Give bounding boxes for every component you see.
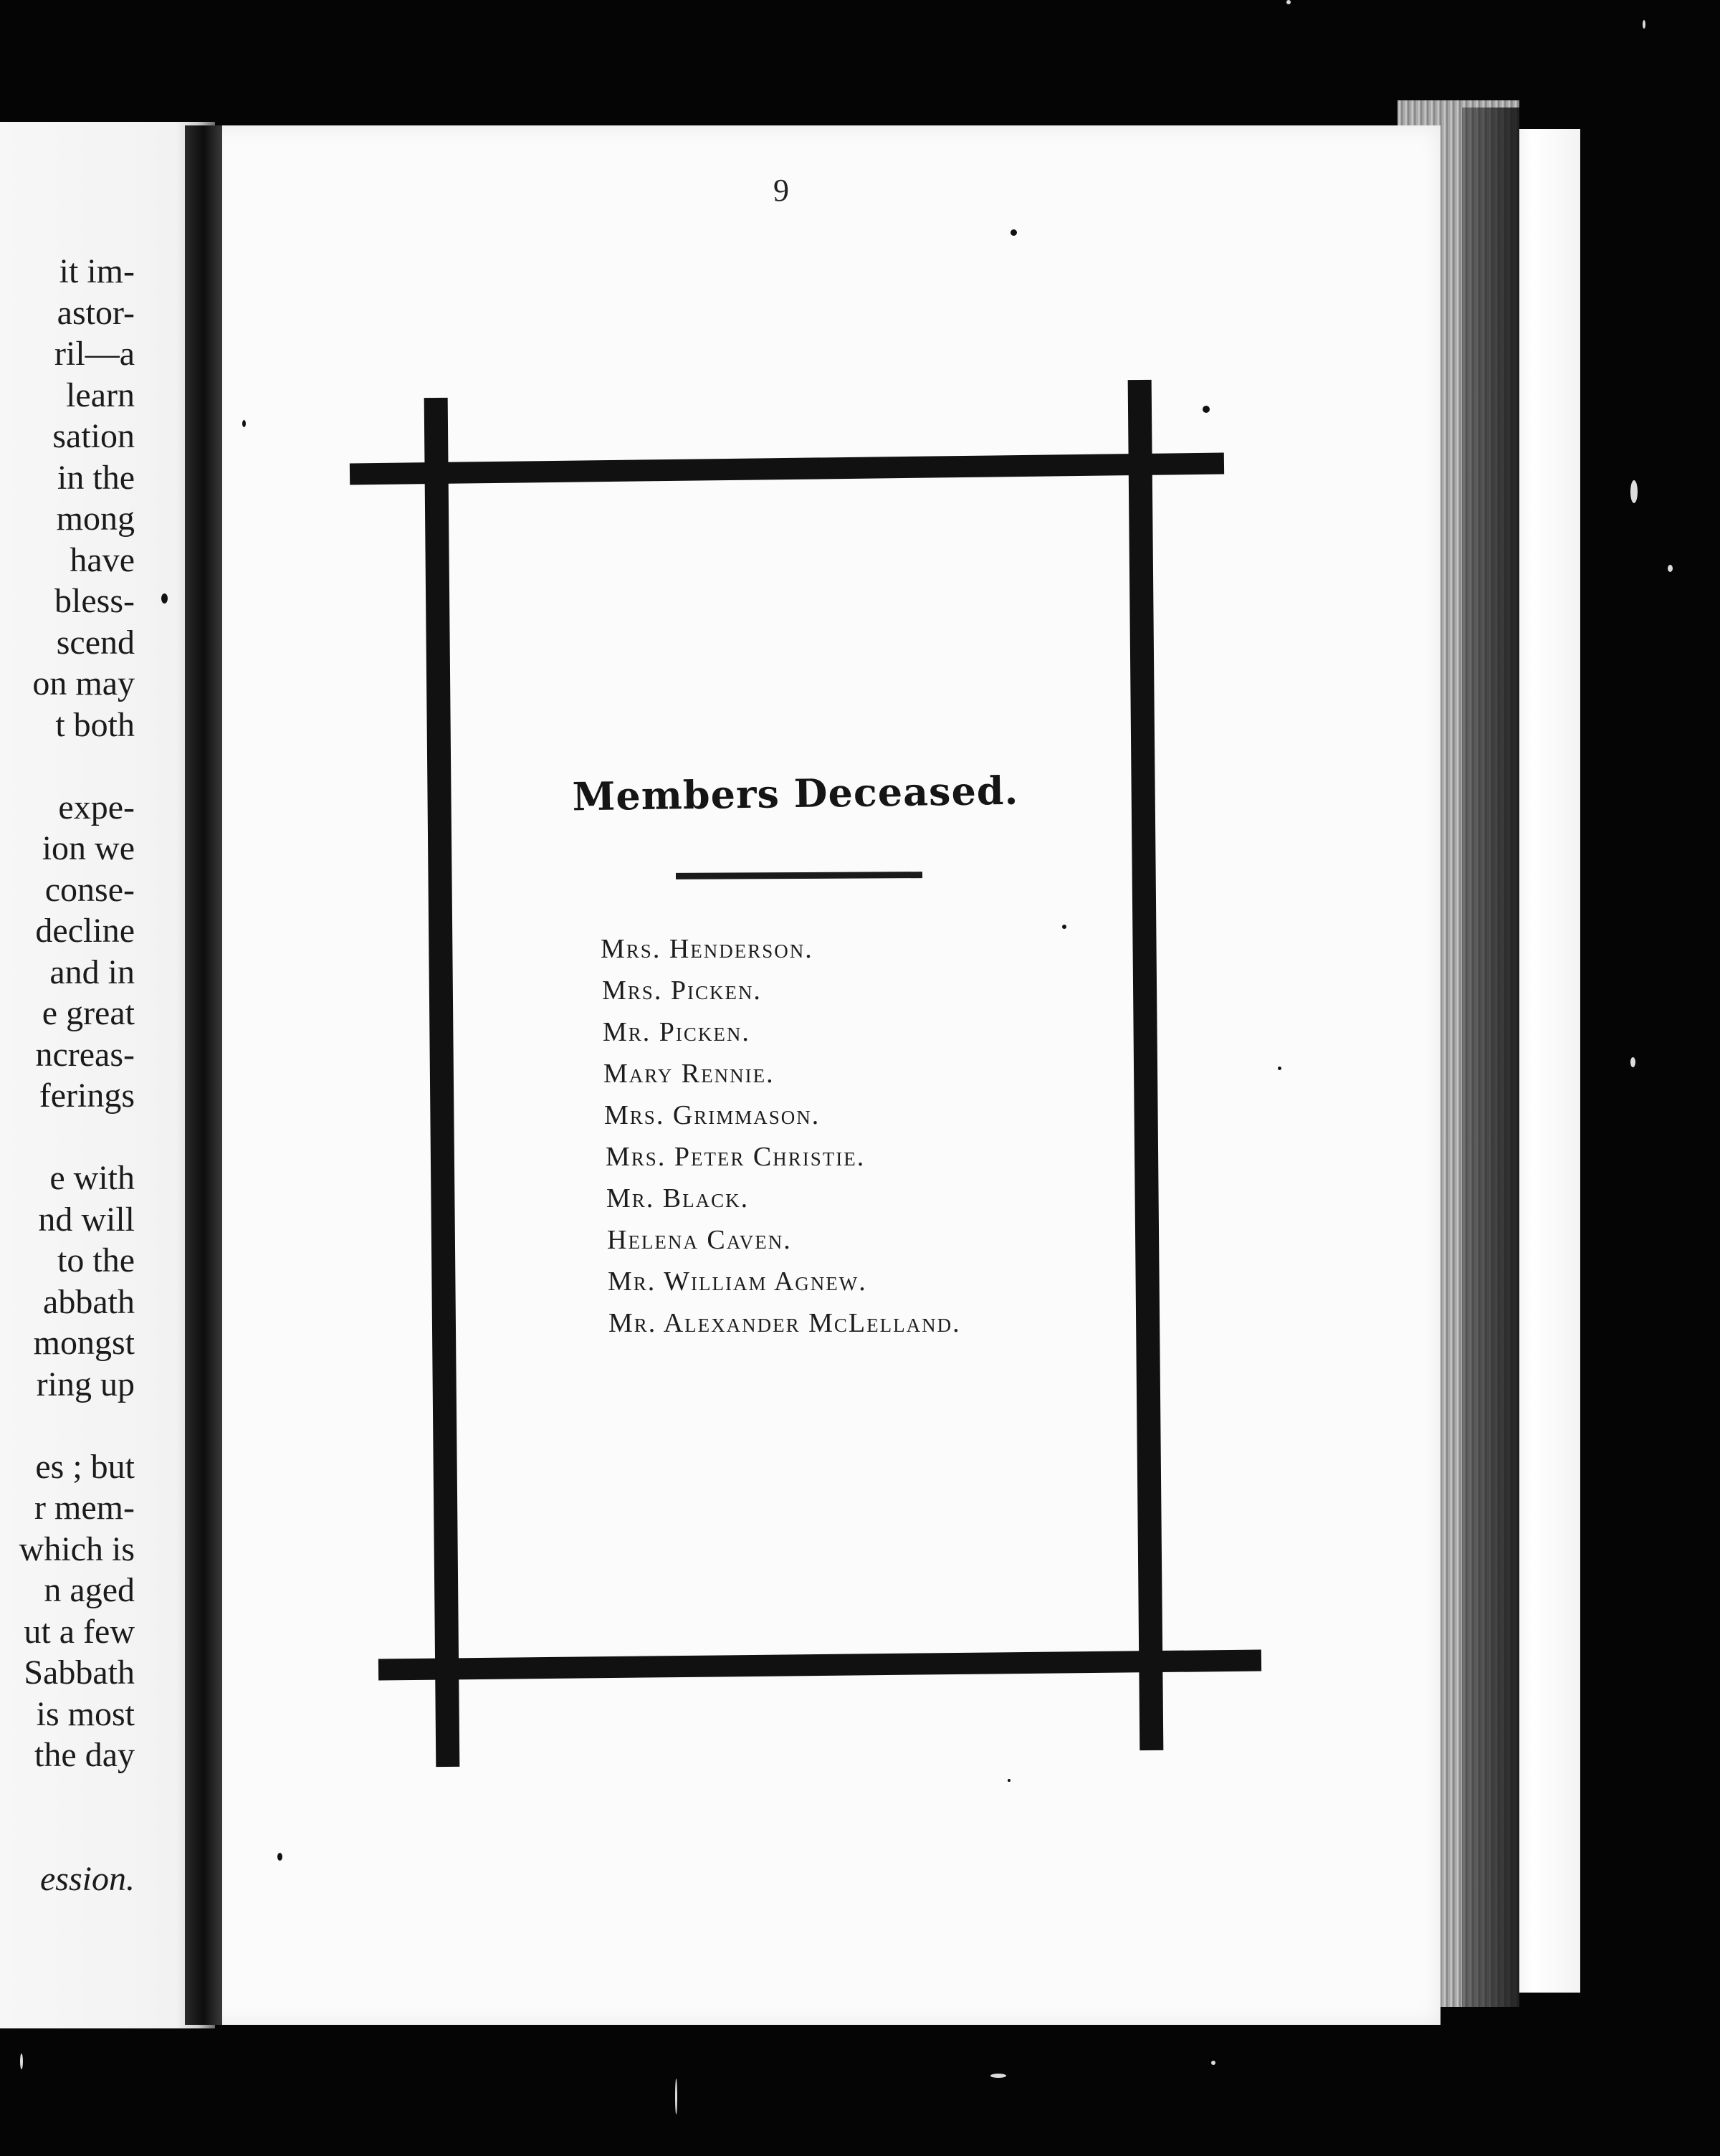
scan-speck bbox=[242, 420, 246, 427]
member-name: Mrs. Picken. bbox=[602, 976, 762, 1006]
member-name: Mr. Black. bbox=[606, 1183, 750, 1213]
scan-speck bbox=[675, 2079, 677, 2114]
facing-line: abbath bbox=[43, 1282, 135, 1321]
scan-speck bbox=[1010, 229, 1017, 236]
facing-line: on may bbox=[32, 664, 135, 702]
facing-page bbox=[0, 122, 215, 2028]
facing-line: ril—a bbox=[54, 335, 135, 373]
facing-line: ut a few bbox=[24, 1612, 135, 1651]
facing-line: Sabbath bbox=[24, 1654, 135, 1692]
facing-line: scend bbox=[56, 623, 135, 662]
scan-speck bbox=[1278, 1067, 1281, 1070]
facing-line: and in bbox=[49, 953, 135, 991]
member-name: Helena Caven. bbox=[607, 1225, 792, 1255]
facing-line: in the bbox=[57, 458, 135, 497]
facing-line: ion we bbox=[42, 829, 135, 867]
facing-line: nd will bbox=[38, 1200, 135, 1239]
page-number: 9 bbox=[773, 173, 789, 208]
member-name: Mary Rennie. bbox=[603, 1059, 775, 1089]
section-heading: Members Deceased. bbox=[572, 767, 1019, 820]
facing-line: ncreas- bbox=[35, 1035, 135, 1074]
heading-rule bbox=[676, 872, 922, 879]
member-name: Mr. Alexander McLelland. bbox=[608, 1308, 961, 1338]
scan-speck bbox=[20, 2054, 23, 2069]
facing-line: astor- bbox=[57, 293, 135, 332]
deceased-members-list bbox=[601, 928, 1117, 1344]
member-name: Mrs. Peter Christie. bbox=[606, 1142, 866, 1172]
facing-line: is most bbox=[36, 1694, 135, 1733]
facing-line: bless- bbox=[54, 582, 135, 620]
facing-line: have bbox=[70, 540, 135, 579]
facing-line: it im- bbox=[59, 252, 135, 290]
paragraph-gap bbox=[0, 1817, 135, 1859]
facing-line: the day bbox=[34, 1736, 135, 1774]
member-name: Mr. Picken. bbox=[603, 1017, 750, 1047]
scan-speck bbox=[1630, 480, 1638, 503]
member-name: Mrs. Henderson. bbox=[601, 934, 813, 964]
paragraph-gap bbox=[0, 745, 135, 787]
facing-line: expe- bbox=[58, 788, 135, 826]
paragraph-gap bbox=[0, 1117, 135, 1158]
page-edge-shadow bbox=[1462, 108, 1519, 2007]
book-gutter bbox=[185, 125, 222, 2025]
facing-line: ring up bbox=[36, 1365, 135, 1403]
member-name: Mrs. Grimmason. bbox=[604, 1100, 821, 1130]
paragraph-gap bbox=[0, 1776, 135, 1818]
scan-speck bbox=[1211, 2061, 1215, 2065]
facing-line: es ; but bbox=[35, 1447, 135, 1486]
scan-speck bbox=[161, 593, 168, 604]
scan-speck bbox=[1008, 1779, 1010, 1782]
facing-line: mong bbox=[56, 500, 135, 538]
facing-line: mongst bbox=[33, 1324, 135, 1362]
paragraph-gap bbox=[0, 1405, 135, 1446]
facing-page-signature: ession. bbox=[40, 1859, 135, 1898]
scan-speck bbox=[1286, 0, 1291, 4]
facing-line: ferings bbox=[39, 1077, 135, 1115]
facing-line: t both bbox=[55, 705, 135, 744]
member-name: Mr. William Agnew. bbox=[608, 1267, 867, 1297]
scan-speck bbox=[277, 1853, 282, 1861]
scan-speck bbox=[1630, 1057, 1635, 1067]
facing-line: to the bbox=[57, 1241, 135, 1279]
scan-speck bbox=[1668, 565, 1673, 572]
facing-line: learn bbox=[66, 376, 135, 414]
scan-speck bbox=[990, 2074, 1006, 2078]
facing-line: which is bbox=[19, 1530, 135, 1568]
facing-line: decline bbox=[35, 912, 135, 950]
facing-line: n aged bbox=[44, 1571, 135, 1609]
scan-speck bbox=[1203, 406, 1210, 413]
scan-speck bbox=[1062, 925, 1066, 929]
facing-line: e great bbox=[42, 994, 135, 1032]
facing-line: e with bbox=[49, 1159, 135, 1197]
facing-line: conse- bbox=[44, 870, 135, 909]
facing-page-text bbox=[0, 251, 135, 1899]
facing-line: sation bbox=[52, 417, 135, 455]
scan-speck bbox=[1643, 20, 1645, 29]
facing-line: r mem- bbox=[34, 1489, 135, 1527]
